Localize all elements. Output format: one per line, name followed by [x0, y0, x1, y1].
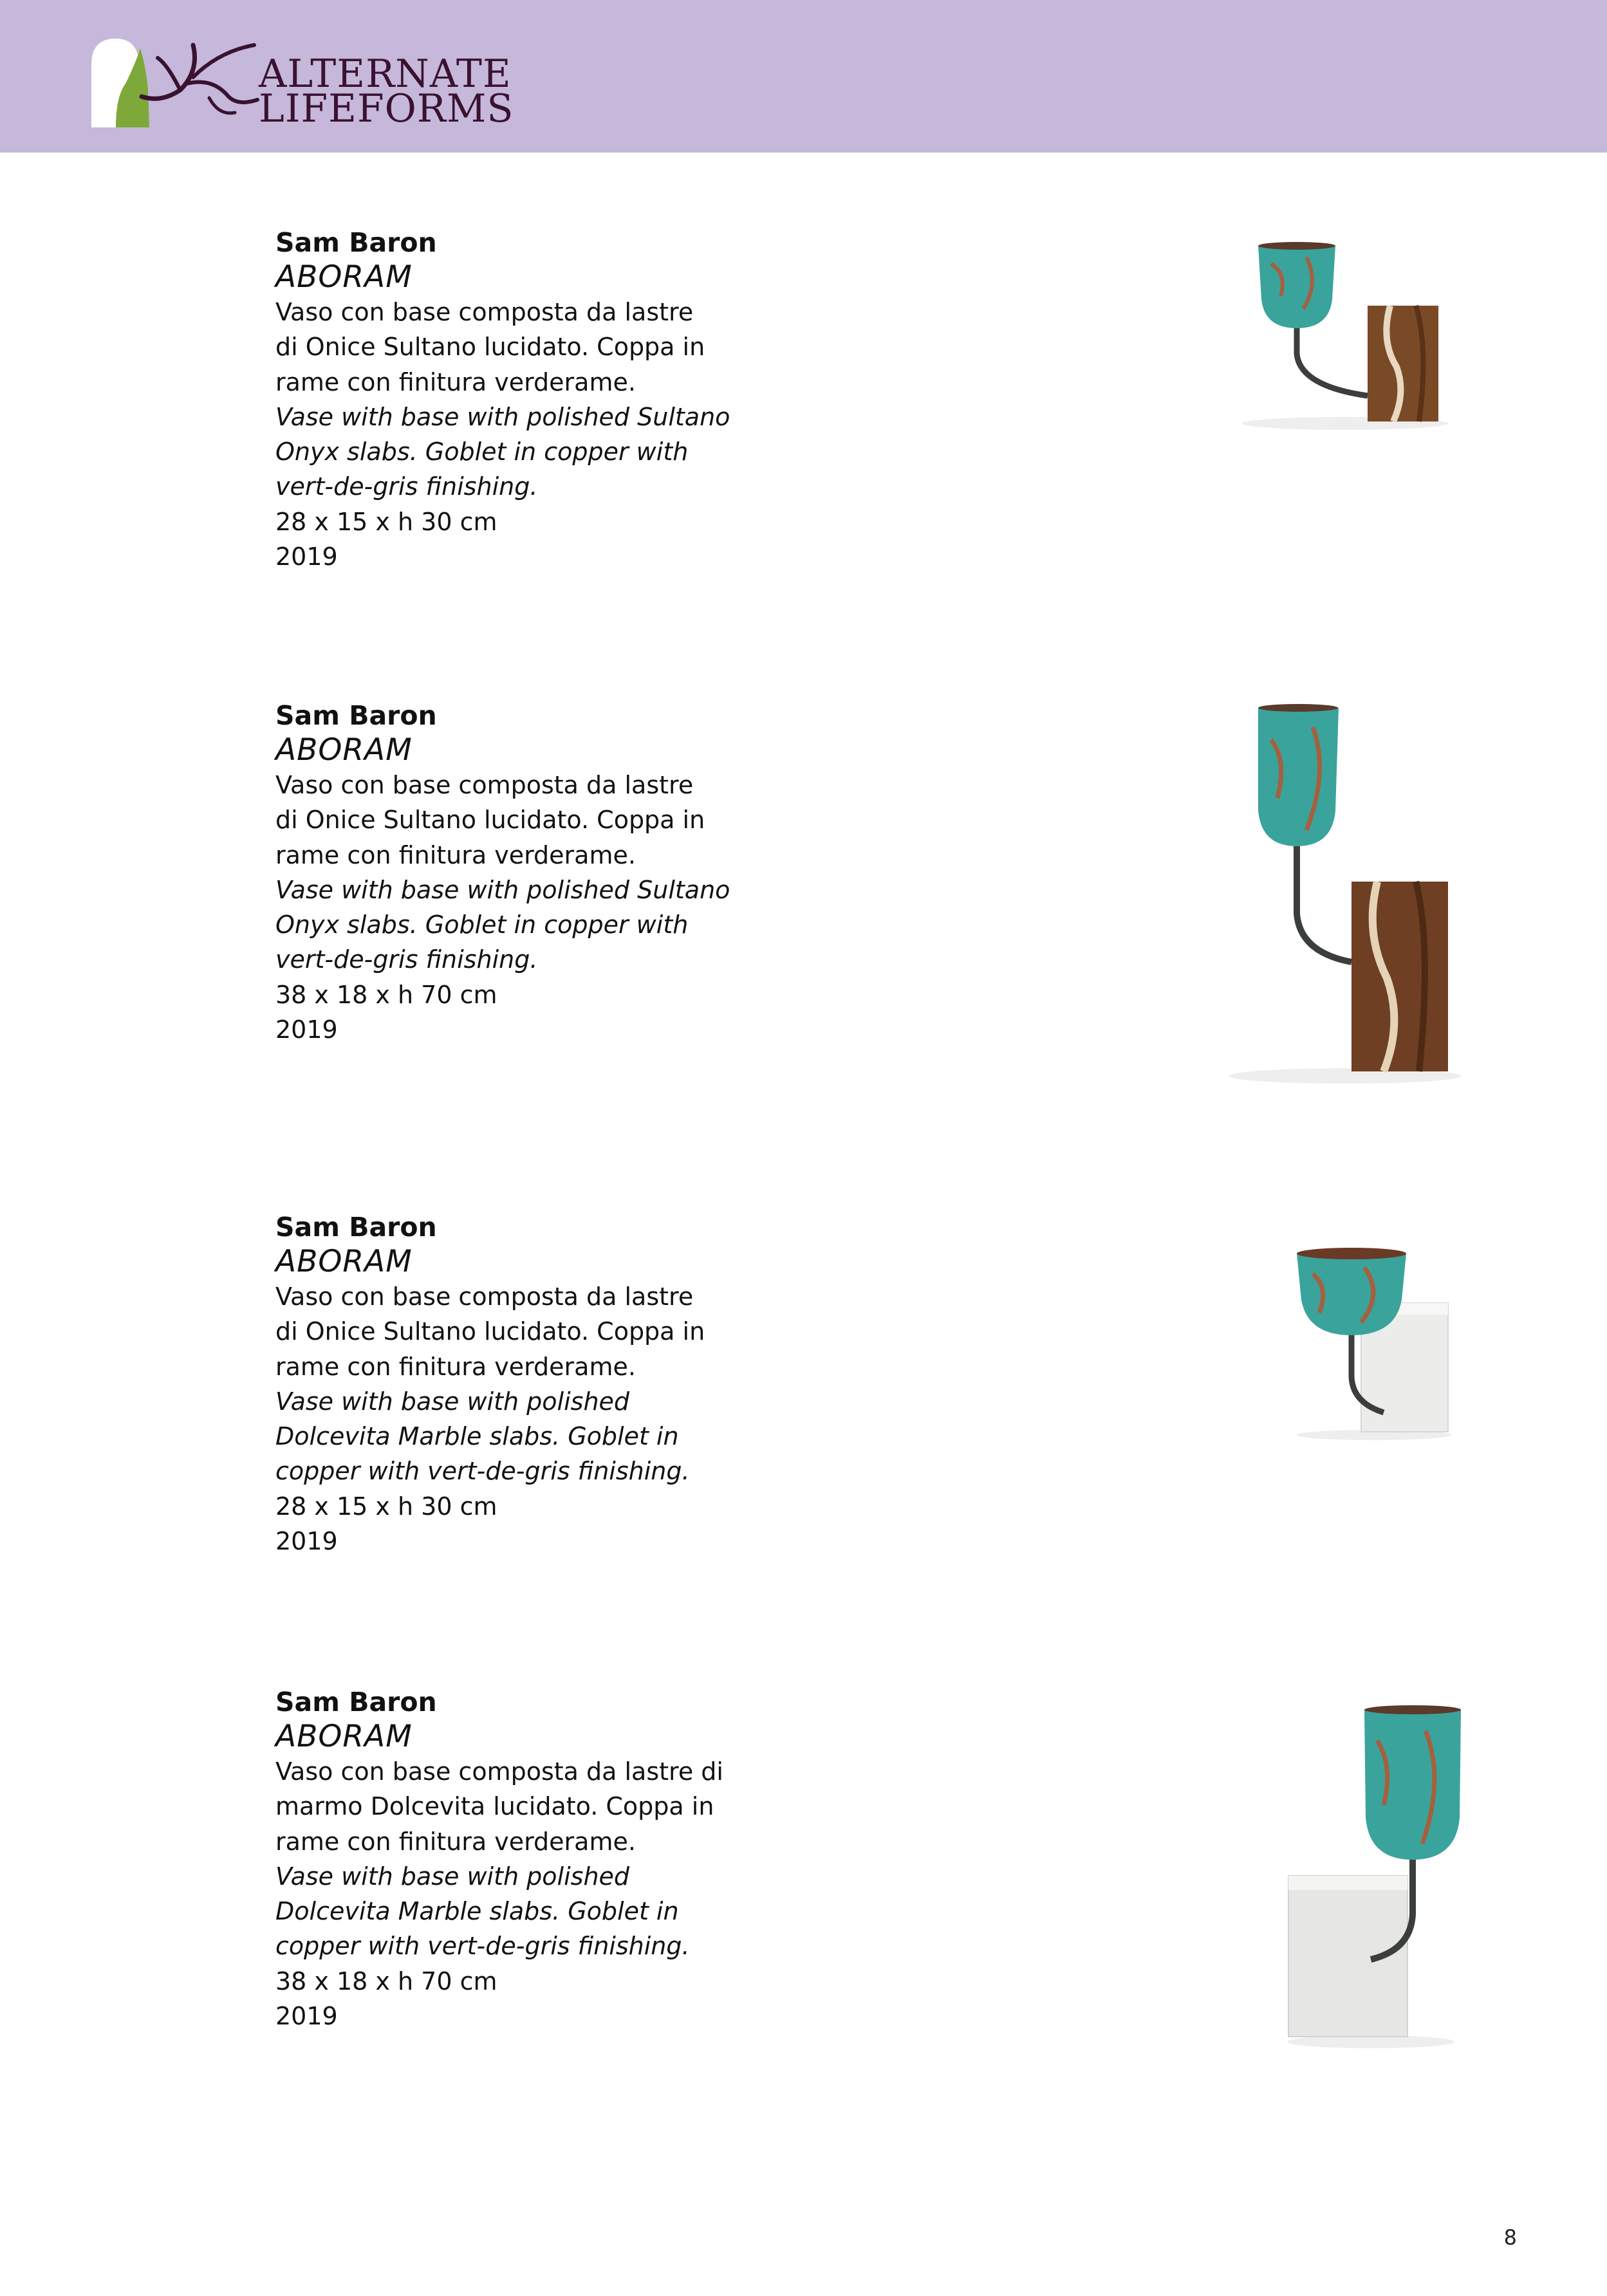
year: 2019 — [275, 2002, 338, 2031]
dimensions: 28 x 15 x h 30 cm — [275, 1492, 497, 1521]
english-line-3: copper with vert-de-gris finishing. — [275, 1457, 690, 1486]
work-title: ABORAM — [275, 732, 413, 768]
english-line-1: Vase with base with polished — [275, 1862, 630, 1891]
italian-line-2: di Onice Sultano lucidato. Coppa in — [275, 1317, 705, 1346]
catalog-entry-3 — [275, 1210, 855, 1559]
artist-name: Sam Baron — [275, 1687, 437, 1717]
year: 2019 — [275, 542, 338, 571]
catalog-entry-2 — [275, 698, 855, 1047]
brand-line-2: LIFEFORMS — [259, 86, 514, 131]
product-image-tall-marble — [1274, 1702, 1474, 2050]
artist-name: Sam Baron — [275, 1212, 437, 1243]
italian-line-2: di Onice Sultano lucidato. Coppa in — [275, 806, 705, 835]
dimensions: 38 x 18 x h 70 cm — [275, 980, 497, 1009]
english-line-2: Dolcevita Marble slabs. Goblet in — [275, 1422, 679, 1451]
product-image-small-onyx — [1236, 238, 1454, 431]
italian-line-1: Vaso con base composta da lastre — [275, 298, 694, 326]
work-title: ABORAM — [275, 259, 413, 295]
artist-name: Sam Baron — [275, 700, 437, 731]
year: 2019 — [275, 1527, 338, 1556]
english-line-2: Dolcevita Marble slabs. Goblet in — [275, 1897, 679, 1926]
page-header — [0, 0, 1607, 153]
brand-line-1: ALTERNATE — [259, 51, 512, 97]
italian-line-1: Vaso con base composta da lastre — [275, 1282, 694, 1311]
english-line-3: vert-de-gris finishing. — [275, 945, 538, 974]
italian-line-2: di Onice Sultano lucidato. Coppa in — [275, 333, 705, 362]
brand-wordmark — [259, 51, 514, 131]
english-line-2: Onyx slabs. Goblet in copper with — [275, 438, 689, 467]
year: 2019 — [275, 1015, 338, 1044]
work-title: ABORAM — [275, 1719, 413, 1754]
catalog-entry-1 — [275, 225, 855, 574]
english-line-3: copper with vert-de-gris finishing. — [275, 1932, 690, 1961]
english-line-2: Onyx slabs. Goblet in copper with — [275, 911, 689, 940]
artist-name: Sam Baron — [275, 227, 437, 258]
dimensions: 28 x 15 x h 30 cm — [275, 507, 497, 536]
english-line-1: Vase with base with polished Sultano — [275, 875, 730, 904]
italian-line-2: marmo Dolcevita lucidato. Coppa in — [275, 1792, 714, 1821]
product-image-tall-onyx — [1216, 701, 1474, 1088]
italian-line-3: rame con finitura verderame. — [275, 840, 636, 869]
english-line-3: vert-de-gris finishing. — [275, 472, 538, 501]
italian-line-1: Vaso con base composta da lastre — [275, 771, 694, 799]
page-number: 8 — [1503, 2225, 1517, 2250]
italian-line-3: rame con finitura verderame. — [275, 1352, 636, 1381]
alternate-lifeforms-logo-icon — [90, 26, 264, 129]
english-line-1: Vase with base with polished — [275, 1387, 630, 1416]
product-image-small-marble — [1281, 1242, 1467, 1441]
italian-line-3: rame con finitura verderame. — [275, 1827, 636, 1856]
dimensions: 38 x 18 x h 70 cm — [275, 1967, 497, 1995]
catalog-entry-4 — [275, 1685, 855, 2033]
italian-line-1: Vaso con base composta da lastre di — [275, 1757, 723, 1786]
english-line-1: Vase with base with polished Sultano — [275, 402, 730, 431]
work-title: ABORAM — [275, 1244, 413, 1279]
italian-line-3: rame con finitura verderame. — [275, 367, 636, 396]
